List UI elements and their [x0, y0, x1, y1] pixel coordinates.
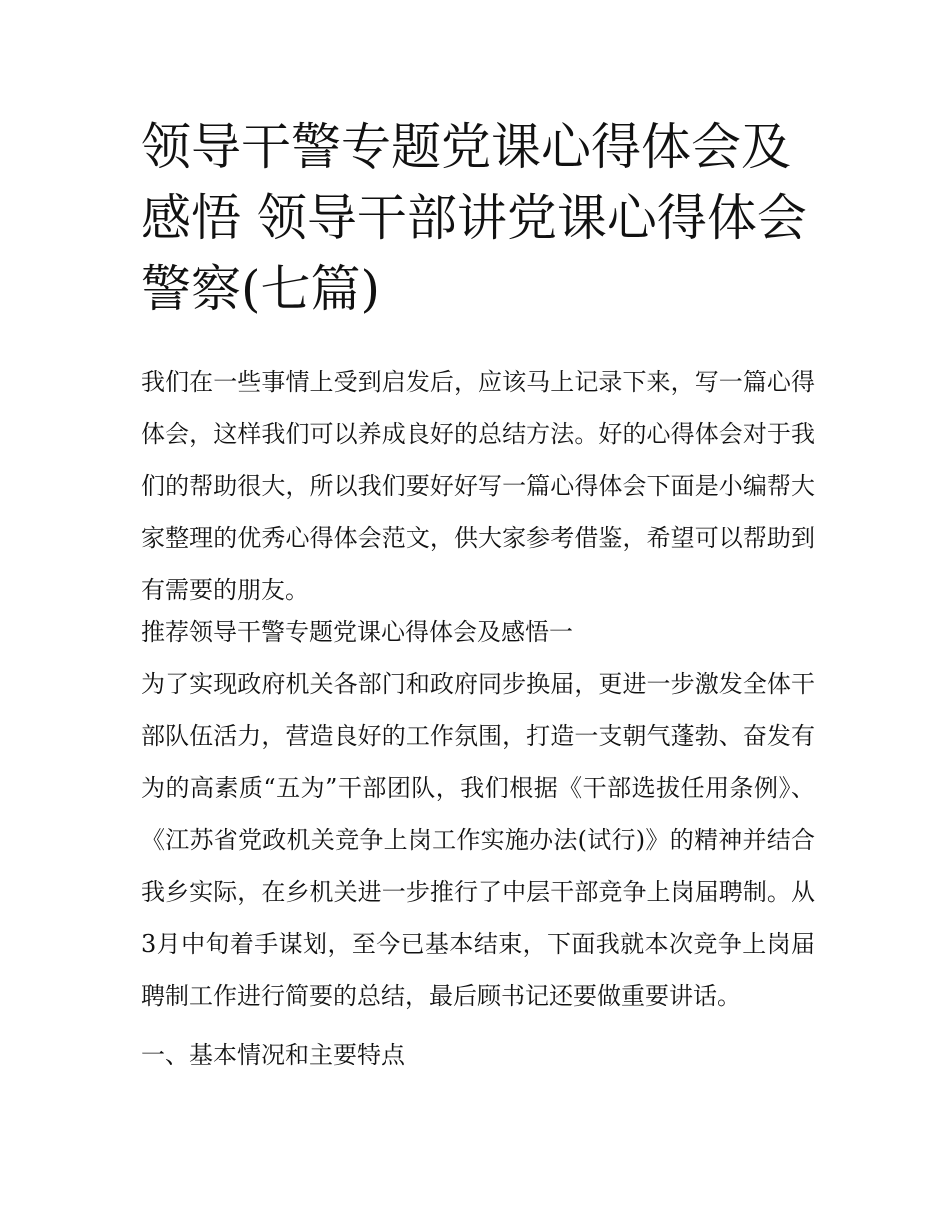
body-paragraph: 为了实现政府机关各部门和政府同步换届，更进一步激发全体干部队伍活力，营造良好的工作氛围，打造一支朝气蓬勃、奋发有为的高素质“五为”干部团队，我们根据《干部选拔任用条例》、《江苏省党政机关竞争上岗工作实施办法(试行)》的精神并结合我乡实际，在乡机关进一步推行了中层干部竞争上岗届聘制。从3月中旬着手谋划，至今已基本结束，下面我就本次竞争上岗届聘制工作进行简要的总结，最后顾书记还要做重要讲话。	[141, 670, 815, 1010]
subtitle-line: 推荐领导干警专题党课心得体会及感悟一	[141, 618, 573, 646]
document-title: 领导干警专题党课心得体会及感悟 领导干部讲党课心得体会警察(七篇)	[141, 118, 807, 318]
intro-paragraph: 我们在一些事情上受到启发后，应该马上记录下来，写一篇心得体会，这样我们可以养成良好的总结方法。好的心得体会对于我们的帮助很大，所以我们要好好写一篇心得体会下面是小编帮大家整理的优秀心得体会范文，供大家参考借鉴，希望可以帮助到有需要的朋友。	[141, 368, 815, 604]
section-heading: 一、基本情况和主要特点	[141, 1041, 405, 1069]
